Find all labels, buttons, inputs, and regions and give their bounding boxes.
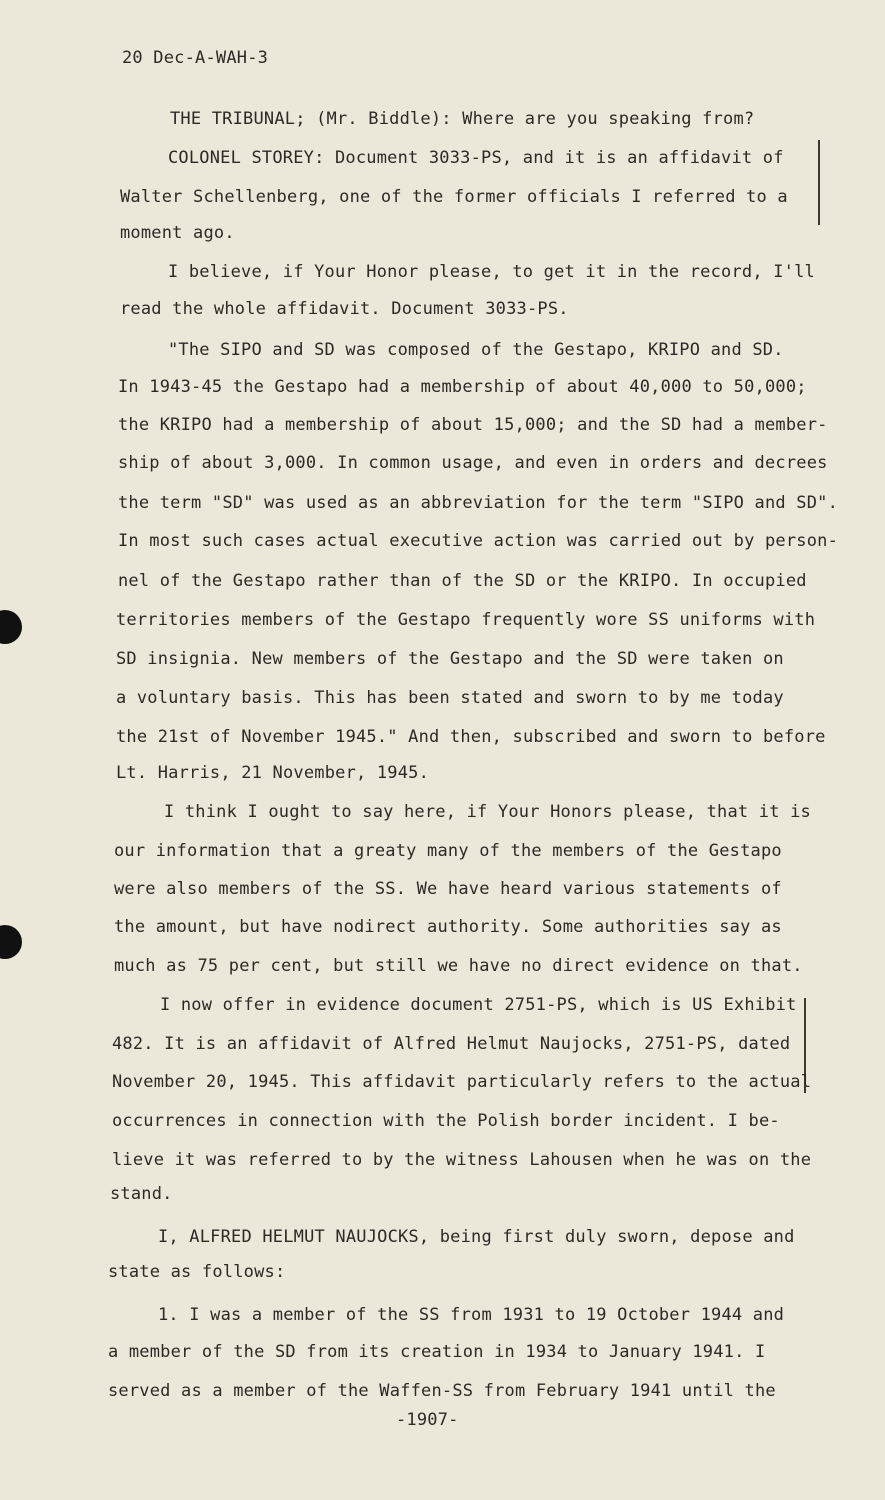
text-line: Lt. Harris, 21 November, 1945.: [116, 763, 430, 783]
text-line: much as 75 per cent, but still we have no direct evidence on that.: [114, 956, 803, 976]
text-line: nel of the Gestapo rather than of the SD or the KRIPO. In occupied: [118, 571, 807, 591]
text-line: 482. It is an affidavit of Alfred Helmut Naujocks, 2751-PS, dated: [112, 1034, 791, 1054]
text-line: COLONEL STOREY: Document 3033-PS, and it is an affidavit of: [168, 148, 784, 168]
text-line: a member of the SD from its creation in 1934 to January 1941. I: [108, 1342, 766, 1362]
text-line: I, ALFRED HELMUT NAUJOCKS, being first duly sworn, depose and: [158, 1227, 795, 1247]
text-line: I think I ought to say here, if Your Honors please, that it is: [164, 802, 811, 822]
text-line: ship of about 3,000. In common usage, and even in orders and decrees: [118, 453, 828, 473]
text-line: November 20, 1945. This affidavit particularly refers to the actual: [112, 1072, 812, 1092]
text-line: the 21st of November 1945." And then, subscribed and sworn to before: [116, 727, 826, 747]
text-line: lieve it was referred to by the witness Lahousen when he was on the: [112, 1150, 812, 1170]
text-line: occurrences in connection with the Polish border incident. I be-: [112, 1111, 780, 1131]
text-line: the term "SD" was used as an abbreviation for the term "SIPO and SD".: [118, 493, 839, 513]
document-header: 20 Dec-A-WAH-3: [122, 48, 269, 68]
text-line: moment ago.: [120, 223, 235, 243]
text-line: I believe, if Your Honor please, to get it in the record, I'll: [168, 262, 815, 282]
text-line: THE TRIBUNAL; (Mr. Biddle): Where are you speaking from?: [170, 109, 755, 129]
text-line: our information that a greaty many of the members of the Gestapo: [114, 841, 782, 861]
text-line: territories members of the Gestapo frequently wore SS uniforms with: [116, 610, 816, 630]
text-line: read the whole affidavit. Document 3033-PS.: [120, 299, 569, 319]
text-line: In most such cases actual executive action was carried out by person-: [118, 531, 839, 551]
margin-mark: [818, 140, 820, 225]
text-line: a voluntary basis. This has been stated and sworn to by me today: [116, 688, 784, 708]
text-line: In 1943-45 the Gestapo had a membership of about 40,000 to 50,000;: [118, 377, 807, 397]
text-line: "The SIPO and SD was composed of the Gestapo, KRIPO and SD.: [168, 340, 784, 360]
page-number: -1907-: [396, 1410, 459, 1430]
text-line: served as a member of the Waffen-SS from February 1941 until the: [108, 1381, 776, 1401]
text-line: state as follows:: [108, 1262, 286, 1282]
text-line: were also members of the SS. We have heard various statements of: [114, 879, 782, 899]
punch-hole: [0, 925, 22, 959]
punch-hole: [0, 610, 22, 644]
text-line: the amount, but have nodirect authority. Some authorities say as: [114, 917, 782, 937]
text-line: SD insignia. New members of the Gestapo and the SD were taken on: [116, 649, 784, 669]
text-line: 1. I was a member of the SS from 1931 to 19 October 1944 and: [158, 1305, 785, 1325]
text-line: I now offer in evidence document 2751-PS, which is US Exhibit: [160, 995, 797, 1015]
text-line: stand.: [110, 1184, 173, 1204]
text-line: the KRIPO had a membership of about 15,000; and the SD had a member-: [118, 415, 828, 435]
text-line: Walter Schellenberg, one of the former officials I referred to a: [120, 187, 788, 207]
